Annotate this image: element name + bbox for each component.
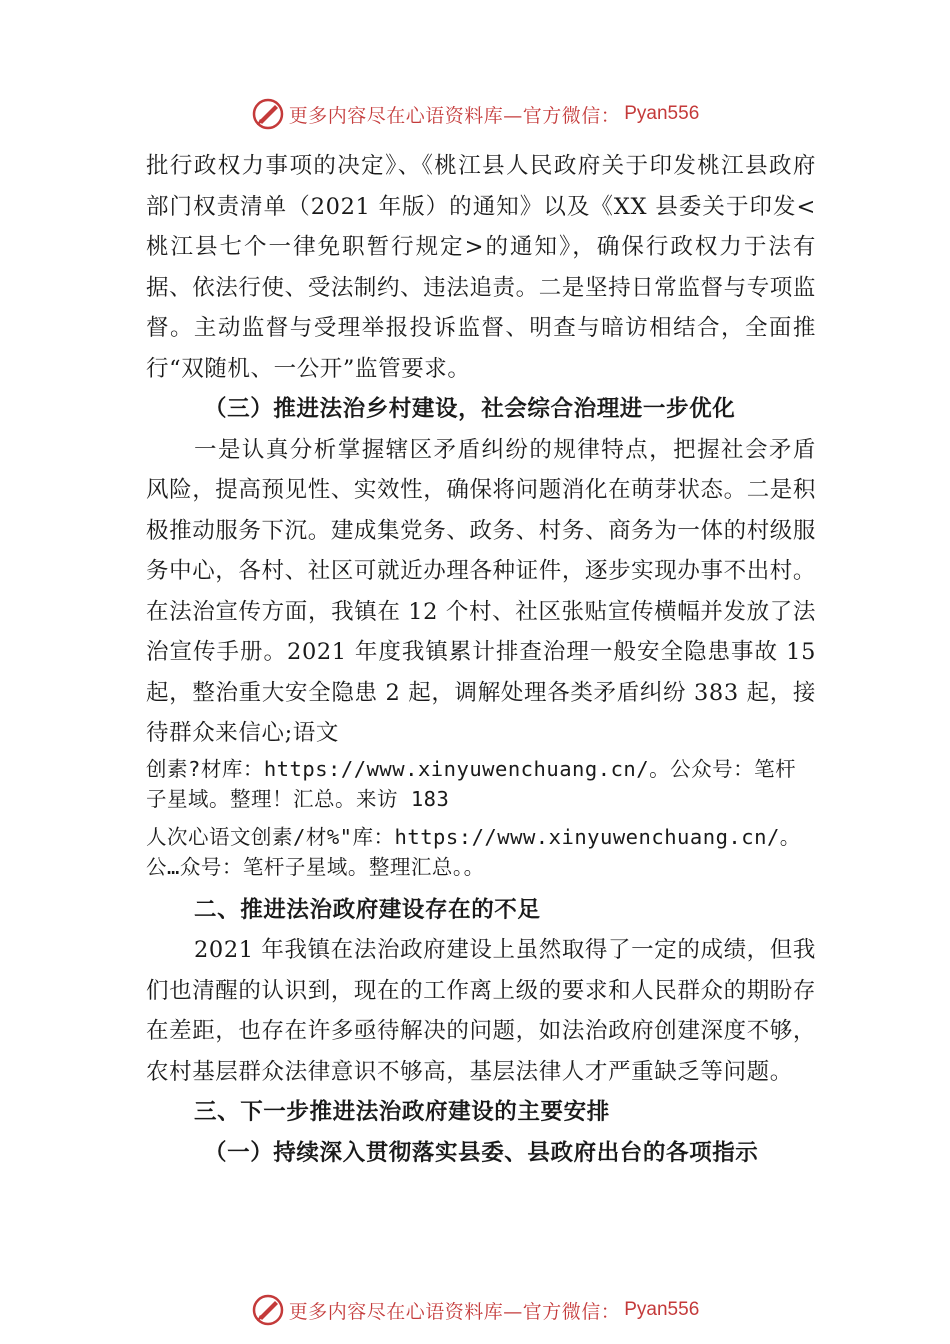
logo-icon — [251, 97, 285, 131]
header-wechat-id: Pyan556 — [624, 103, 700, 124]
document-body — [146, 146, 816, 1173]
heading-sub-1: （一）持续深入贯彻落实县委、县政府出台的各项指示 — [204, 1139, 759, 1166]
heading-sub-3: （三）推进法治乡村建设，社会综合治理进一步优化 — [204, 396, 736, 422]
paragraph-4: 2021 年我镇在法治政府建设上虽然取得了一定的成绩，但我们也清醒的认识到，现在的工作离上级的要求和人民群众的期盼存在差距，也存在许多亟待解决的问题，如法治政府创建深度不够，农村基层群众法律意识不够高，基层法律人才严重缺乏等问题。 — [146, 937, 816, 1085]
header-text: 更多内容尽在心语资料库—官方微信： — [288, 104, 621, 127]
footer-wechat-id: Pyan556 — [624, 1299, 700, 1320]
footer-banner — [0, 1290, 950, 1330]
footer-text: 更多内容尽在心语资料库—官方微信： — [288, 1300, 621, 1323]
logo-icon — [251, 1293, 285, 1327]
heading-section-3: 三、下一步推进法治政府建设的主要安排 — [194, 1099, 610, 1125]
header-banner — [0, 94, 950, 134]
heading-section-2: 二、推进法治政府建设存在的不足 — [194, 896, 541, 923]
paragraph-2-note: 创素?材库：https://www.xinyuwenchuang.cn/。公众号：笔杆子星域。整理！汇总。来访 183 — [146, 756, 797, 811]
paragraph-1: 批行政权力事项的决定》、《桃江县人民政府关于印发桃江县政府部门权责清单（2021 年版）的通知》以及《XX 县委关于印发<桃江县七个一律免职暂行规定>的通知》，确保行政权力于法有据、依法行使、受法制约、违法追责。二是坚持日常监督与专项监督。主动监督与受理举报投诉监督、明查与暗访相结合，全面推行“双随机、一公开”监管要求。 — [146, 153, 816, 382]
paragraph-2: 一是认真分析掌握辖区矛盾纠纷的规律特点，把握社会矛盾风险，提高预见性、实效性，确保将问题消化在萌芽状态。二是积极推动服务下沉。建成集党务、政务、村务、商务为一体的村级服务中心，各村、社区可就近办理各种证件，逐步实现办事不出村。在法治宣传方面，我镇在 12 个村、社区张贴宣传横幅并发放了法治宣传手册。2021 年度我镇累计排查治理一般安全隐患事故 15 起，整治重大安全隐患 2 起，调解处理各类矛盾纠纷 383 起，接待群众来信心;语文 — [146, 436, 816, 746]
paragraph-3-note: 人次心语文创素/材%"库：https://www.xinyuwenchuang.cn/。公…众号：笔杆子星域。整理汇总。。 — [146, 824, 801, 879]
